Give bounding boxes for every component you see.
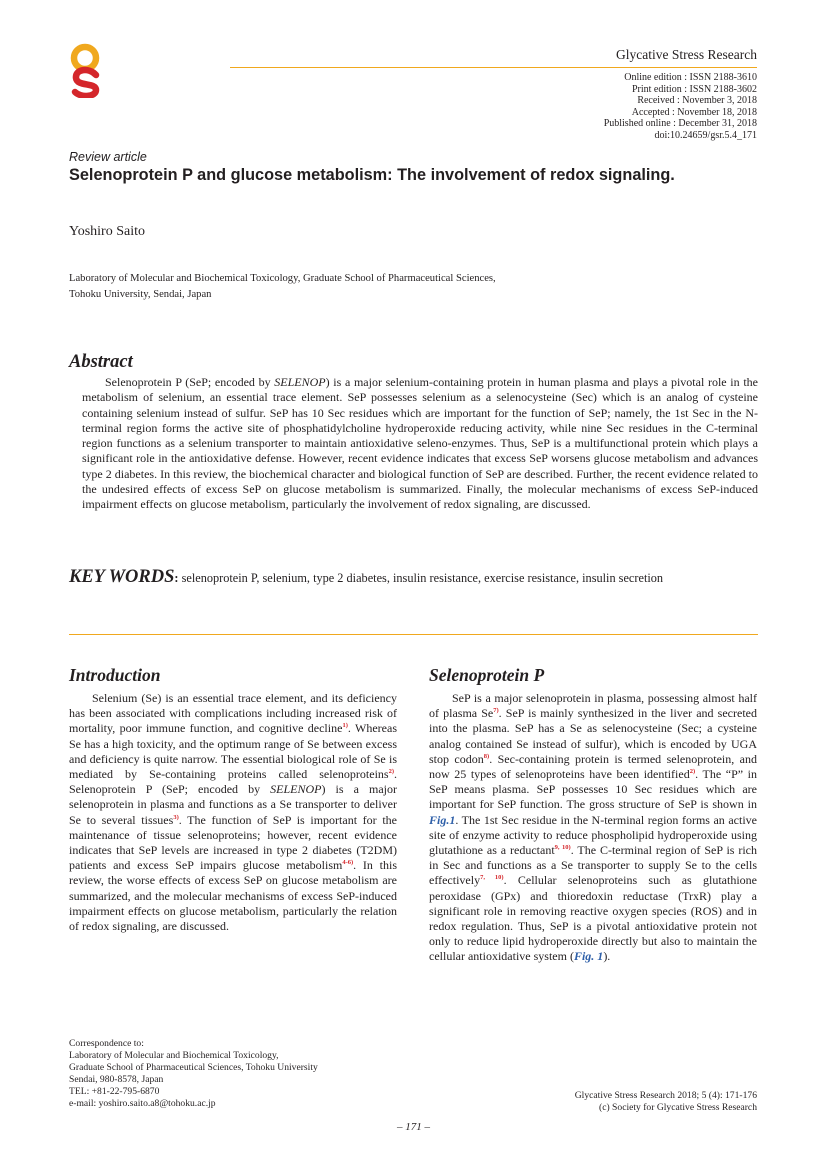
citation-ref[interactable]: 2) <box>388 768 394 776</box>
correspondence-line: Laboratory of Molecular and Biochemical Toxicology, <box>69 1050 279 1061</box>
doi[interactable]: doi:10.24659/gsr.5.4_171 <box>654 129 757 141</box>
correspondence-line: Graduate School of Pharmaceutical Sciences, Tohoku University <box>69 1062 318 1073</box>
figure-link[interactable]: Fig. 1 <box>573 949 604 964</box>
abstract-body <box>82 375 758 513</box>
section-divider <box>69 634 758 635</box>
correspondence-label: Correspondence to: <box>69 1038 144 1049</box>
citation-ref[interactable]: 7, 10) <box>480 874 504 882</box>
journal-citation <box>575 1090 757 1114</box>
keywords-colon: : <box>174 571 179 585</box>
journal-name: Glycative Stress Research <box>616 47 757 62</box>
journal-logo <box>69 42 105 98</box>
affiliation-line: Tohoku University, Sendai, Japan <box>69 289 212 300</box>
accepted-date: Accepted : November 18, 2018 <box>631 106 757 118</box>
body-text: . Sec-containing protein is termed selenoprotein, and now 25 types of selenoproteins have been identified <box>429 751 757 782</box>
citation-ref[interactable]: 2) <box>689 768 696 776</box>
affiliation <box>69 271 496 303</box>
published-date: Published online : December 31, 2018 <box>603 118 757 130</box>
citation-ref[interactable]: 7) <box>493 707 499 715</box>
citation-ref[interactable]: 9, 10) <box>554 844 571 852</box>
correspondence-line: Sendai, 980-8578, Japan <box>69 1074 164 1085</box>
body-text: Selenium (Se) is an essential trace element, and its deficiency has been associated with complications including increased risk of mortality, poor immune function, and cognitive decline <box>69 691 397 736</box>
copyright-line: (c) Society for Glycative Stress Research <box>599 1102 757 1113</box>
keywords-list: selenoprotein P, selenium, type 2 diabetes, insulin resistance, exercise resistance, insulin secretion <box>178 571 664 585</box>
citation-ref[interactable]: 1) <box>342 722 348 730</box>
body-text: SeP is a major selenoprotein in plasma, possessing almost half of plasma Se <box>429 691 757 721</box>
print-issn: Print edition : ISSN 2188-3602 <box>631 83 757 95</box>
publication-meta <box>604 72 757 142</box>
selenoprotein-p-heading: Selenoprotein P <box>429 665 545 685</box>
introduction-body <box>69 691 397 934</box>
citation-line: Glycative Stress Research 2018; 5 (4): 171-176 <box>574 1090 757 1101</box>
gene-name: SELENOP <box>270 782 322 797</box>
page-number: – 171 – <box>397 1121 430 1133</box>
body-text: . In this review, the worse effects of excess SeP on glucose metabolism are summarized, and the molecular mechanisms of excess SeP-induced impairment effects on glucose metabolism, particularly the relation of redox signaling, are discussed. <box>69 858 397 934</box>
abstract-heading: Abstract <box>69 352 133 372</box>
body-text: . The function of SeP is important for the maintenance of tissue selenoproteins; however, recent evidence indicates that SeP levels are increased in type 2 diabetes (T2DM) patients and excess SeP impairs glucose metabolism <box>69 812 397 873</box>
affiliation-line: Laboratory of Molecular and Biochemical Toxicology, Graduate School of Pharmaceutical Sciences, <box>69 273 496 284</box>
correspondence-block <box>69 1038 318 1110</box>
gene-name: SELENOP <box>274 375 326 389</box>
abstract-text: ) is a major selenium-containing protein in human plasma and plays a pivotal role in the metabolism of selenium, an essential trace element. SeP possesses selenium as a selenocysteine (Sec) which is an analog of cysteine containing selenium instead of sulfur. SeP has 10 Sec residues which are important for the function of SeP; namely, the 1st Sec in the N-terminal region forms the active site of phosphatidylcholine hydroperoxide reducing activity, while nine Sec residues in the C-terminal region functions as a selenium transporter to maintain antioxidative seleno-enzymes. Thus, SeP is a multifunctional protein which plays a significant role in the antioxidative defense. However, recent evidence indicates that excess SeP worsens glucose metabolism and advances type 2 diabetes. In this review, the biochemical character and biological function of SeP are described. Further, the recent evidence related to the undesired effects of excess SeP on glucose metabolism is summarized. Finally, the molecular mechanisms of excess SeP-induced impairment effects on glucose metabolism, particularly the involvement of redox signaling, are discussed. <box>82 375 758 512</box>
body-text: . Whereas Se has a high toxicity, and the optimum range of Se between excess and deficiency is quite narrow. The essential biological role of Se is mediated by Se-containing proteins called selenoproteins <box>69 721 397 782</box>
correspondence-email[interactable]: e-mail: yoshiro.saito.a8@tohoku.ac.jp <box>69 1098 216 1109</box>
received-date: Received : November 3, 2018 <box>637 95 757 107</box>
body-text: ). <box>603 949 611 964</box>
citation-ref[interactable]: 3) <box>173 813 179 821</box>
body-text: . SeP is mainly synthesized in the liver and secreted into the plasma. SeP has a Se as selenocysteine (Sec; a cysteine analog contained Se instead of sulfur), which is encoded by UGA stop codon <box>429 706 757 766</box>
body-text: . The “P” in SeP means plasma. SeP possesses 10 Sec residues which are important for SeP function. The gross structure of SeP is shown in <box>429 767 757 812</box>
header-rule <box>230 67 757 68</box>
body-text: . The C-terminal region of SeP is rich in Sec and functions as a Se transporter to supply Se to the cells effectively <box>429 843 758 888</box>
abstract-text: Selenoprotein P (SeP; encoded by <box>105 375 275 389</box>
keywords <box>69 567 663 588</box>
citation-ref[interactable]: 4-6) <box>342 859 354 867</box>
figure-link[interactable]: Fig.1 <box>429 812 456 827</box>
correspondence-phone: TEL: +81-22-795-6870 <box>69 1086 160 1097</box>
citation-ref[interactable]: 8) <box>483 752 490 760</box>
keywords-heading: KEY WORDS <box>69 567 175 587</box>
body-text: ) is a major selenoprotein in plasma and functions as a Se transporter to deliver Se to several tissues <box>69 782 397 827</box>
introduction-heading: Introduction <box>69 665 161 685</box>
author-name: Yoshiro Saito <box>69 224 145 239</box>
body-text: . Cellular selenoproteins such as glutathione peroxidase (GPx) and thioredoxin reductase (TrxR) play a significant role in removing reactive oxygen species (ROS) and in redox regulation. Thus, SeP is a pivotal antioxidative protein not only to reduce lipid hydroperoxide directly but also to maintain the cellular antioxidative system ( <box>429 873 757 964</box>
online-issn: Online edition : ISSN 2188-3610 <box>624 72 757 83</box>
article-type: Review article <box>69 150 147 164</box>
body-text: . The 1st Sec residue in the N-terminal region forms an active site of enzyme activity to reduce phospholipid hydroperoxide using glutathione as a reductant <box>429 812 757 858</box>
selenoprotein-p-body <box>429 691 757 965</box>
body-text: . Selenoprotein P (SeP; encoded by <box>69 767 397 797</box>
article-title: Selenoprotein P and glucose metabolism: The involvement of redox signaling. <box>69 166 675 184</box>
